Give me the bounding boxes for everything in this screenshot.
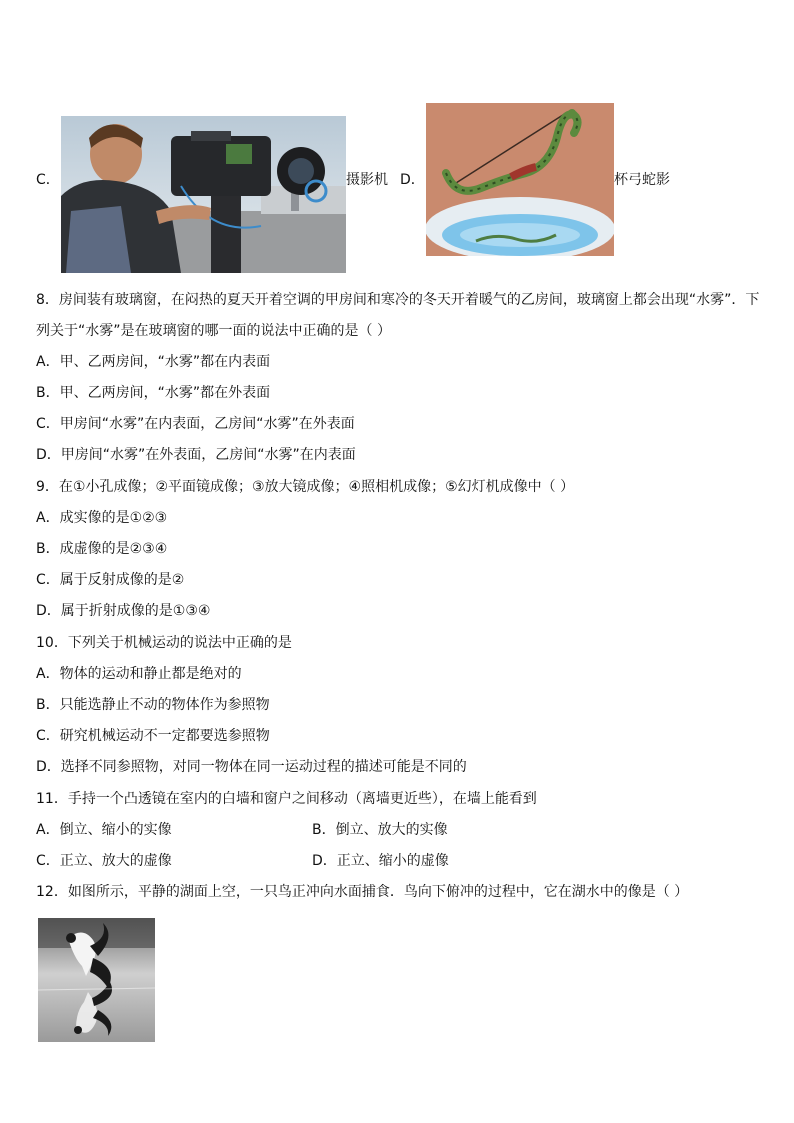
option-d-label: D．	[400, 172, 425, 188]
question-10-stem: 10．下列关于机械运动的说法中正确的是	[36, 635, 292, 651]
snake-bow-illustration	[426, 103, 614, 256]
question-11-option-c: C．正立、放大的虚像	[36, 853, 172, 869]
question-8-stem-line-2: 列关于“水雾”是在玻璃窗的哪一面的说法中正确的是（ ）	[36, 323, 391, 339]
question-10-option-a: A．物体的运动和静止都是绝对的	[36, 666, 242, 682]
question-8-option-a: A．甲、乙两房间，“水雾”都在内表面	[36, 354, 271, 370]
question-10-option-d: D．选择不同参照物，对同一物体在同一运动过程的描述可能是不同的	[36, 759, 467, 775]
question-9-stem: 9．在①小孔成像；②平面镜成像；③放大镜成像；④照相机成像；⑤幻灯机成像中（ ）	[36, 479, 575, 495]
question-11-options-row-1	[36, 820, 758, 840]
question-9-option-c: C．属于反射成像的是②	[36, 572, 185, 588]
question-11-option-a: A．倒立、缩小的实像	[36, 822, 172, 838]
bird-diving-photo	[38, 918, 155, 1042]
question-9-option-a: A．成实像的是①②③	[36, 510, 168, 526]
option-d-caption: 杯弓蛇影	[614, 172, 670, 188]
question-12-stem: 12．如图所示，平静的湖面上空，一只鸟正冲向水面捕食．鸟向下俯冲的过程中，它在湖水中的像是（ ）	[36, 884, 689, 900]
question-8-option-b: B．甲、乙两房间，“水雾”都在外表面	[36, 385, 271, 401]
question-11-option-b: B．倒立、放大的实像	[312, 822, 448, 838]
question-9-option-b: B．成虚像的是②③④	[36, 541, 168, 557]
option-c-label: C．	[36, 172, 60, 188]
question-11-option-d: D．正立、缩小的虚像	[312, 853, 449, 869]
question-11-options-row-2	[36, 851, 758, 871]
question-11-stem: 11．手持一个凸透镜在室内的白墙和窗户之间移动（离墙更近些），在墙上能看到	[36, 791, 537, 807]
question-8-option-c: C．甲房间“水雾”在内表面，乙房间“水雾”在外表面	[36, 416, 355, 432]
option-c-caption: 摄影机	[346, 172, 388, 188]
question-8-stem-line-1: 8．房间装有玻璃窗，在闷热的夏天开着空调的甲房间和寒冷的冬天开着暖气的乙房间，玻璃窗上都会出现“水雾”．下	[36, 292, 760, 308]
question-8-option-d: D．甲房间“水雾”在外表面，乙房间“水雾”在内表面	[36, 447, 356, 463]
question-9-option-d: D．属于折射成像的是①③④	[36, 603, 211, 619]
camera-operator-photo	[61, 116, 346, 273]
question-10-option-b: B．只能选静止不动的物体作为参照物	[36, 697, 270, 713]
question-10-option-c: C．研究机械运动不一定都要选参照物	[36, 728, 270, 744]
